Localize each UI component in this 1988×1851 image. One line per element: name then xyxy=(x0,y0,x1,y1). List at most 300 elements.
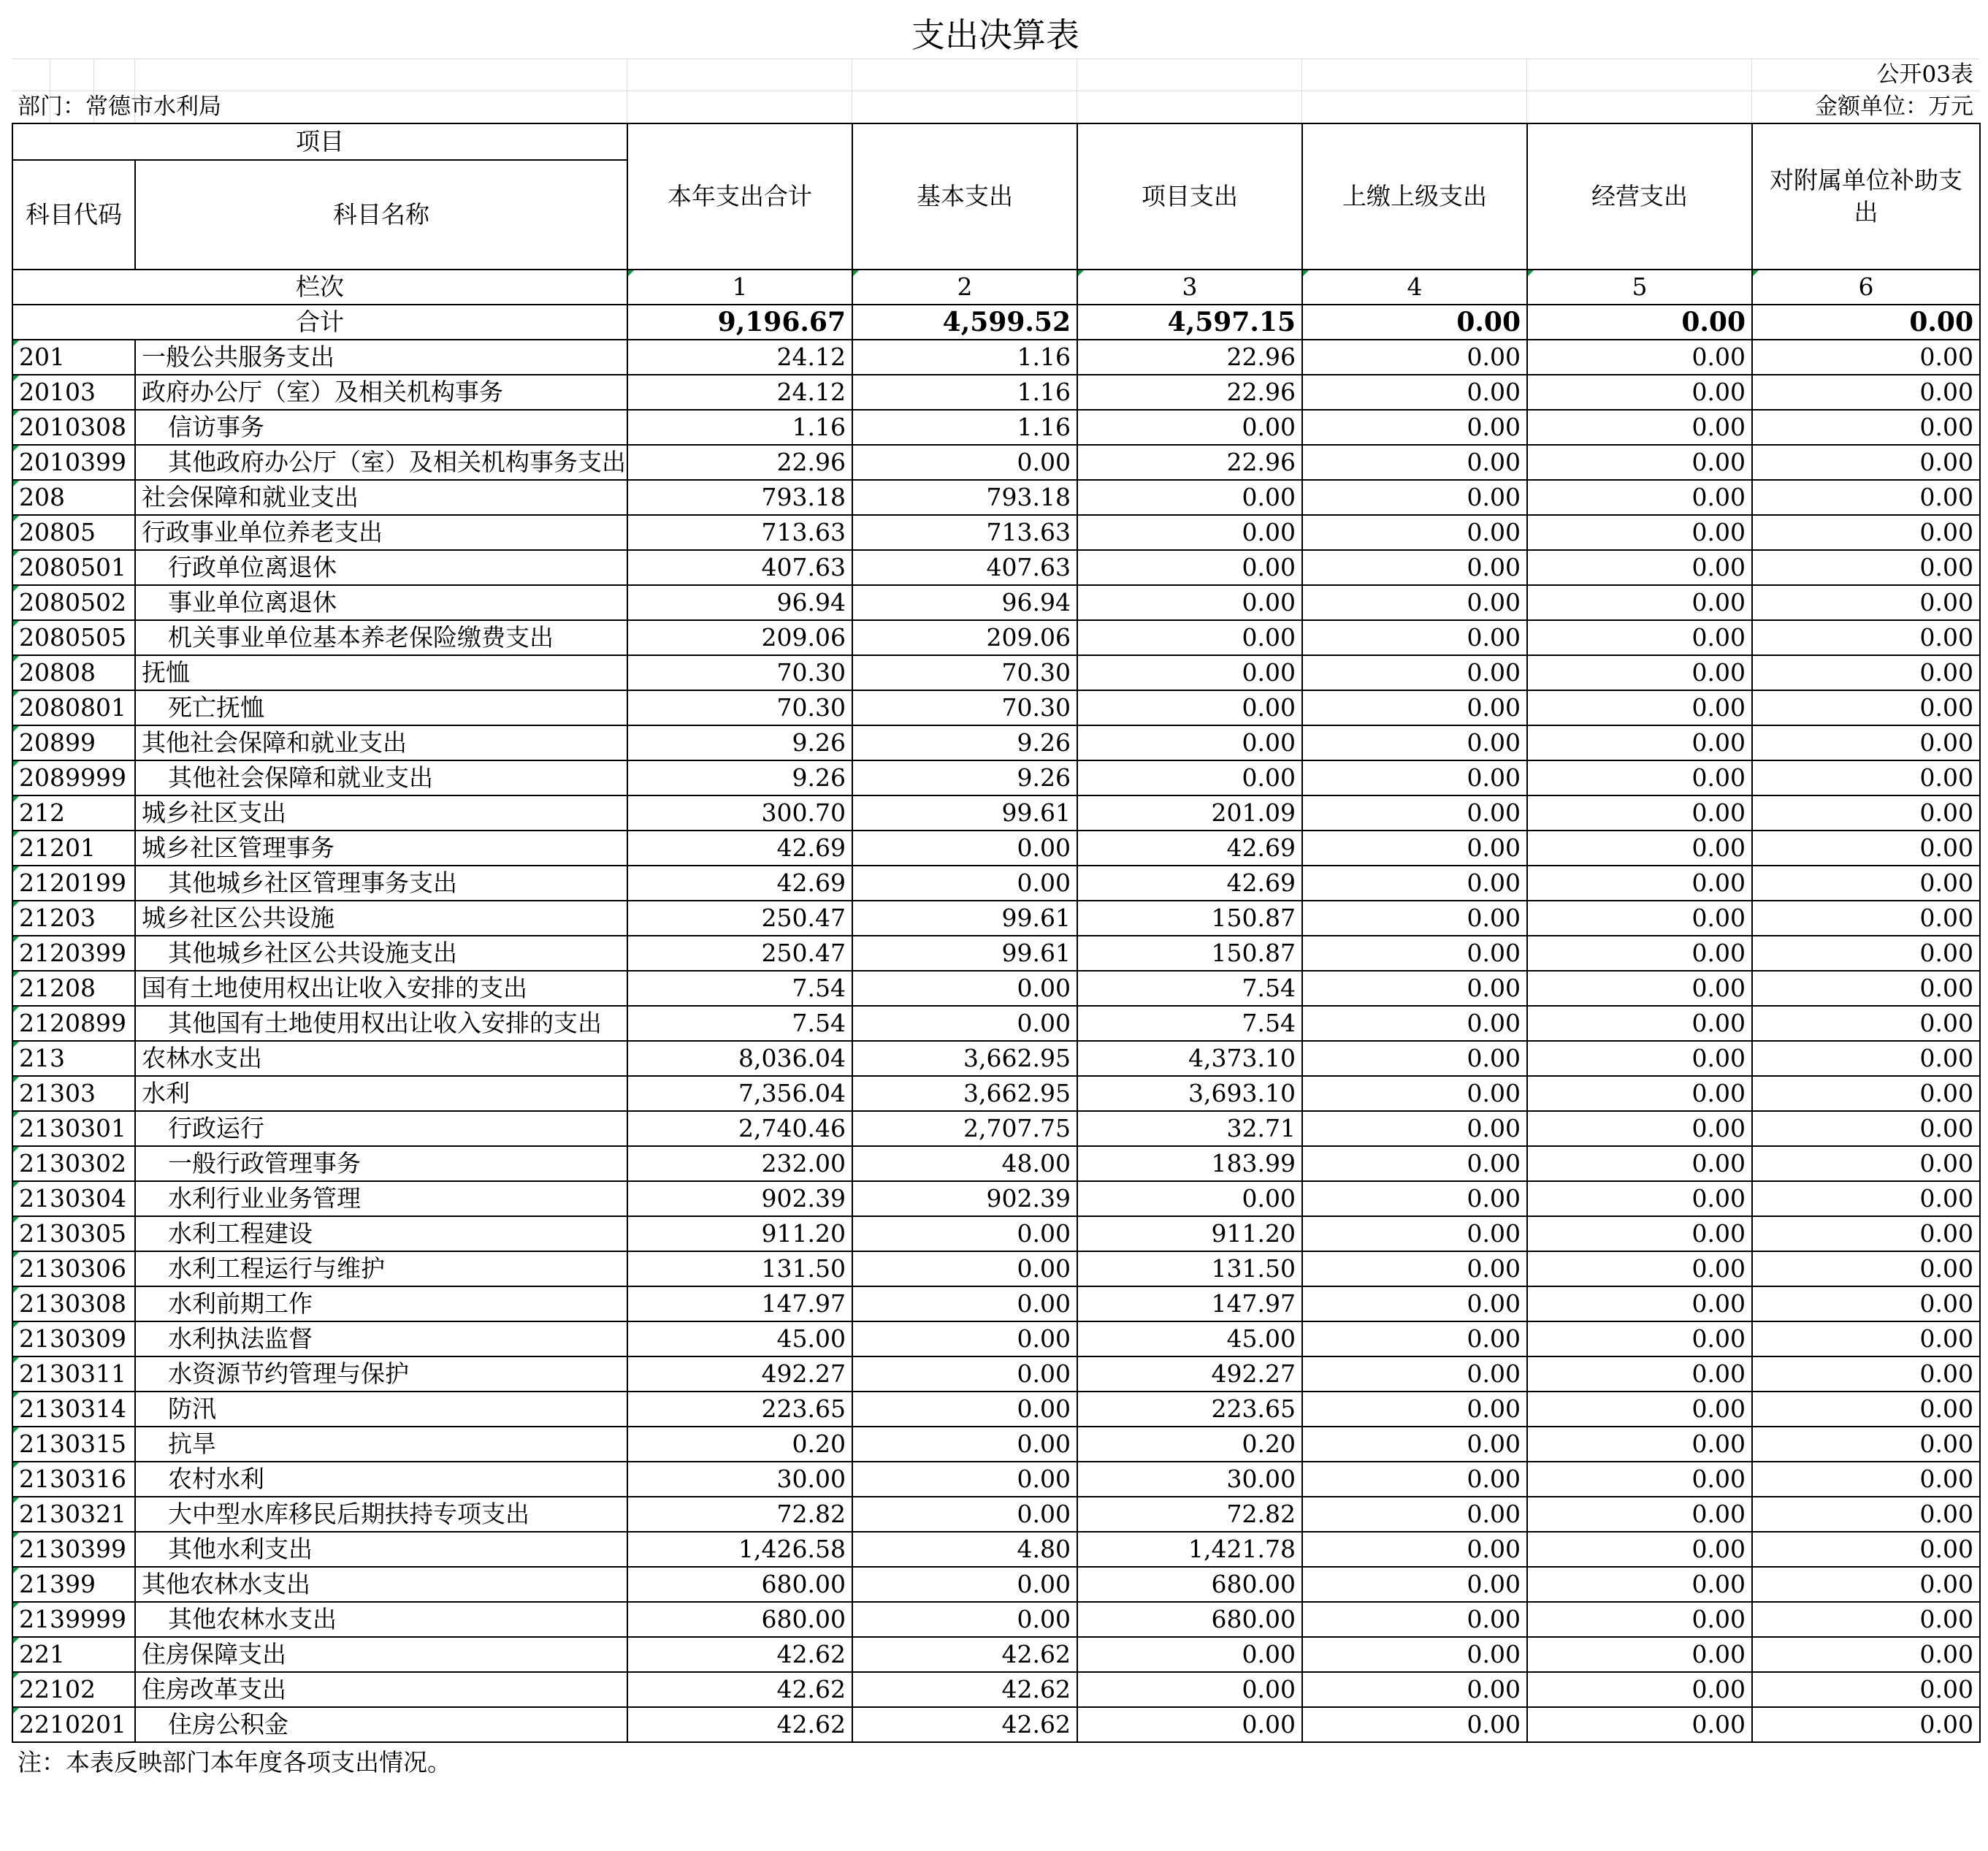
table-row xyxy=(12,1462,1980,1497)
amount-cell: 0.00 xyxy=(1527,1321,1752,1356)
table-row xyxy=(12,445,1980,480)
amount-cell: 0.00 xyxy=(1302,1321,1527,1356)
amount-cell: 0.00 xyxy=(1527,901,1752,936)
table-row xyxy=(12,1076,1980,1111)
amount-cell: 0.00 xyxy=(1077,550,1302,585)
amount-cell: 0.00 xyxy=(1752,1567,1980,1602)
amount-cell: 0.00 xyxy=(1752,1707,1980,1742)
table-row xyxy=(12,1427,1980,1462)
account-name: 行政单位离退休 xyxy=(135,550,627,585)
amount-cell: 0.00 xyxy=(1302,690,1527,725)
table-row xyxy=(12,340,1980,375)
account-name: 城乡社区公共设施 xyxy=(135,901,627,936)
account-code: 221 xyxy=(12,1637,135,1672)
amount-cell: 4,373.10 xyxy=(1077,1041,1302,1076)
account-name: 水利工程运行与维护 xyxy=(135,1251,627,1286)
amount-cell: 902.39 xyxy=(627,1181,852,1216)
amount-cell: 902.39 xyxy=(852,1181,1077,1216)
amount-cell: 70.30 xyxy=(627,690,852,725)
amount-cell: 0.00 xyxy=(1077,1672,1302,1707)
amount-cell: 0.00 xyxy=(1302,1146,1527,1181)
amount-cell: 0.00 xyxy=(1527,795,1752,831)
header-col-remit: 上缴上级支出 xyxy=(1302,123,1527,270)
table-row xyxy=(12,585,1980,620)
amount-cell: 250.47 xyxy=(627,901,852,936)
table-row xyxy=(12,1672,1980,1707)
footnote: 注：本表反映部门本年度各项支出情况。 xyxy=(18,1748,451,1776)
amount-cell: 0.00 xyxy=(1527,585,1752,620)
account-name: 大中型水库移民后期扶持专项支出 xyxy=(135,1497,627,1532)
header-col-business: 经营支出 xyxy=(1527,123,1752,270)
amount-cell: 22.96 xyxy=(1077,445,1302,480)
amount-cell: 0.00 xyxy=(1527,760,1752,795)
amount-cell: 0.00 xyxy=(1752,1181,1980,1216)
amount-cell: 0.00 xyxy=(1302,901,1527,936)
amount-cell: 407.63 xyxy=(852,550,1077,585)
amount-cell: 1.16 xyxy=(852,375,1077,410)
account-code: 2130309 xyxy=(12,1321,135,1356)
amount-cell: 0.00 xyxy=(1527,1462,1752,1497)
amount-cell: 4.80 xyxy=(852,1532,1077,1567)
amount-cell: 0.00 xyxy=(1752,1532,1980,1567)
account-name: 水资源节约管理与保护 xyxy=(135,1356,627,1392)
account-name: 住房改革支出 xyxy=(135,1672,627,1707)
amount-cell: 0.00 xyxy=(1527,1497,1752,1532)
account-code: 2120899 xyxy=(12,1006,135,1041)
amount-cell: 0.00 xyxy=(1302,655,1527,690)
account-name: 农林水支出 xyxy=(135,1041,627,1076)
column-number: 4 xyxy=(1302,270,1527,305)
header-code: 科目代码 xyxy=(12,160,135,270)
account-code: 21303 xyxy=(12,1076,135,1111)
account-name: 其他农林水支出 xyxy=(135,1602,627,1637)
amount-cell: 0.00 xyxy=(1302,445,1527,480)
table-row xyxy=(12,1216,1980,1251)
table-row xyxy=(12,1532,1980,1567)
amount-cell: 3,662.95 xyxy=(852,1041,1077,1076)
account-code: 21203 xyxy=(12,901,135,936)
amount-cell: 42.69 xyxy=(627,831,852,866)
amount-cell: 0.00 xyxy=(1302,936,1527,971)
amount-cell: 0.00 xyxy=(1752,1637,1980,1672)
amount-cell: 713.63 xyxy=(627,515,852,550)
amount-cell: 0.00 xyxy=(1527,1707,1752,1742)
account-name: 水利行业业务管理 xyxy=(135,1181,627,1216)
table-row xyxy=(12,1041,1980,1076)
amount-cell: 70.30 xyxy=(852,655,1077,690)
total-row xyxy=(12,305,1980,340)
amount-cell: 42.62 xyxy=(852,1637,1077,1672)
amount-cell: 24.12 xyxy=(627,340,852,375)
table-row xyxy=(12,1707,1980,1742)
amount-cell: 70.30 xyxy=(627,655,852,690)
amount-cell: 0.00 xyxy=(1752,1216,1980,1251)
account-code: 201 xyxy=(12,340,135,375)
amount-cell: 0.00 xyxy=(1302,1041,1527,1076)
amount-cell: 8,036.04 xyxy=(627,1041,852,1076)
amount-cell: 0.00 xyxy=(1527,480,1752,515)
table-row xyxy=(12,655,1980,690)
amount-cell: 0.00 xyxy=(1527,1602,1752,1637)
account-code: 2130308 xyxy=(12,1286,135,1321)
column-number: 5 xyxy=(1527,270,1752,305)
account-name: 防汛 xyxy=(135,1392,627,1427)
amount-cell: 0.00 xyxy=(1752,936,1980,971)
account-code: 2120399 xyxy=(12,936,135,971)
amount-cell: 0.00 xyxy=(1527,1532,1752,1567)
table-row xyxy=(12,1497,1980,1532)
table-row xyxy=(12,1251,1980,1286)
amount-cell: 99.61 xyxy=(852,795,1077,831)
account-code: 2130321 xyxy=(12,1497,135,1532)
account-code: 2080505 xyxy=(12,620,135,655)
account-code: 22102 xyxy=(12,1672,135,1707)
amount-cell: 0.00 xyxy=(1752,515,1980,550)
amount-cell: 0.00 xyxy=(1527,620,1752,655)
amount-cell: 0.00 xyxy=(1527,655,1752,690)
amount-cell: 0.00 xyxy=(1752,1076,1980,1111)
account-name: 其他农林水支出 xyxy=(135,1567,627,1602)
amount-cell: 793.18 xyxy=(852,480,1077,515)
table-row xyxy=(12,1006,1980,1041)
table-row xyxy=(12,1602,1980,1637)
amount-cell: 0.00 xyxy=(1527,1356,1752,1392)
amount-cell: 0.00 xyxy=(1077,725,1302,760)
header-col-subsidy: 对附属单位补助支出 xyxy=(1752,123,1980,270)
total-value: 4,597.15 xyxy=(1077,305,1302,340)
table-row xyxy=(12,410,1980,445)
amount-cell: 9.26 xyxy=(852,760,1077,795)
table-row xyxy=(12,1321,1980,1356)
column-row-label: 栏次 xyxy=(12,270,627,305)
amount-cell: 0.00 xyxy=(1302,971,1527,1006)
table-row xyxy=(12,1286,1980,1321)
department-row xyxy=(12,91,1979,123)
amount-cell: 0.00 xyxy=(1302,1602,1527,1637)
amount-cell: 131.50 xyxy=(1077,1251,1302,1286)
amount-cell: 32.71 xyxy=(1077,1111,1302,1146)
amount-cell: 209.06 xyxy=(627,620,852,655)
amount-cell: 0.00 xyxy=(852,1286,1077,1321)
table-row xyxy=(12,795,1980,831)
department-label: 部门：常德市水利局 xyxy=(18,93,221,120)
table-row xyxy=(12,725,1980,760)
account-code: 2010399 xyxy=(12,445,135,480)
table-row xyxy=(12,1356,1980,1392)
amount-cell: 0.00 xyxy=(1527,1181,1752,1216)
header-name: 科目名称 xyxy=(135,160,627,270)
amount-cell: 0.00 xyxy=(1077,480,1302,515)
account-code: 20103 xyxy=(12,375,135,410)
total-value: 0.00 xyxy=(1752,305,1980,340)
amount-cell: 1,421.78 xyxy=(1077,1532,1302,1567)
account-name: 机关事业单位基本养老保险缴费支出 xyxy=(135,620,627,655)
amount-cell: 96.94 xyxy=(852,585,1077,620)
table-row xyxy=(12,1567,1980,1602)
amount-cell: 0.00 xyxy=(852,1356,1077,1392)
amount-cell: 0.00 xyxy=(1752,760,1980,795)
table-row xyxy=(12,480,1980,515)
amount-cell: 0.00 xyxy=(1302,410,1527,445)
amount-cell: 0.00 xyxy=(1527,831,1752,866)
amount-cell: 0.00 xyxy=(1752,1321,1980,1356)
account-code: 2080502 xyxy=(12,585,135,620)
amount-cell: 7,356.04 xyxy=(627,1076,852,1111)
amount-cell: 0.00 xyxy=(1302,1251,1527,1286)
account-name: 一般公共服务支出 xyxy=(135,340,627,375)
amount-cell: 22.96 xyxy=(1077,340,1302,375)
amount-cell: 0.00 xyxy=(1752,655,1980,690)
amount-cell: 911.20 xyxy=(1077,1216,1302,1251)
column-number: 2 xyxy=(852,270,1077,305)
amount-cell: 72.82 xyxy=(627,1497,852,1532)
amount-cell: 0.00 xyxy=(1302,831,1527,866)
amount-cell: 300.70 xyxy=(627,795,852,831)
amount-cell: 0.00 xyxy=(1077,620,1302,655)
amount-cell: 0.00 xyxy=(1302,1462,1527,1497)
amount-cell: 1.16 xyxy=(627,410,852,445)
account-code: 21208 xyxy=(12,971,135,1006)
account-code: 2130315 xyxy=(12,1427,135,1462)
amount-cell: 0.00 xyxy=(1302,866,1527,901)
column-number: 6 xyxy=(1752,270,1980,305)
amount-cell: 0.00 xyxy=(852,445,1077,480)
account-name: 一般行政管理事务 xyxy=(135,1146,627,1181)
amount-cell: 42.62 xyxy=(627,1672,852,1707)
amount-cell: 0.00 xyxy=(1527,1041,1752,1076)
amount-cell: 0.00 xyxy=(1527,690,1752,725)
amount-cell: 0.00 xyxy=(1302,1076,1527,1111)
amount-cell: 492.27 xyxy=(627,1356,852,1392)
amount-cell: 147.97 xyxy=(1077,1286,1302,1321)
amount-cell: 232.00 xyxy=(627,1146,852,1181)
amount-cell: 0.00 xyxy=(852,1427,1077,1462)
amount-cell: 150.87 xyxy=(1077,901,1302,936)
amount-cell: 0.00 xyxy=(1752,795,1980,831)
account-code: 21399 xyxy=(12,1567,135,1602)
amount-cell: 0.00 xyxy=(1302,1567,1527,1602)
account-name: 水利前期工作 xyxy=(135,1286,627,1321)
header-col-basic: 基本支出 xyxy=(852,123,1077,270)
account-name: 国有土地使用权出让收入安排的支出 xyxy=(135,971,627,1006)
account-code: 2130399 xyxy=(12,1532,135,1567)
account-code: 2130314 xyxy=(12,1392,135,1427)
amount-cell: 0.00 xyxy=(1527,1392,1752,1427)
amount-cell: 2,707.75 xyxy=(852,1111,1077,1146)
amount-cell: 0.00 xyxy=(1752,690,1980,725)
amount-cell: 147.97 xyxy=(627,1286,852,1321)
account-name: 城乡社区支出 xyxy=(135,795,627,831)
unit-label: 金额单位：万元 xyxy=(1815,93,1973,120)
amount-cell: 30.00 xyxy=(627,1462,852,1497)
amount-cell: 0.00 xyxy=(852,1006,1077,1041)
amount-cell: 42.62 xyxy=(627,1637,852,1672)
amount-cell: 0.00 xyxy=(852,1462,1077,1497)
amount-cell: 209.06 xyxy=(852,620,1077,655)
amount-cell: 201.09 xyxy=(1077,795,1302,831)
amount-cell: 0.00 xyxy=(1077,690,1302,725)
amount-cell: 0.00 xyxy=(1302,585,1527,620)
account-name: 其他城乡社区管理事务支出 xyxy=(135,866,627,901)
amount-cell: 0.00 xyxy=(1752,901,1980,936)
amount-cell: 1.16 xyxy=(852,340,1077,375)
amount-cell: 42.69 xyxy=(1077,831,1302,866)
amount-cell: 99.61 xyxy=(852,936,1077,971)
amount-cell: 0.00 xyxy=(1302,1427,1527,1462)
total-label: 合计 xyxy=(12,305,627,340)
account-name: 水利工程建设 xyxy=(135,1216,627,1251)
amount-cell: 7.54 xyxy=(627,971,852,1006)
account-code: 2130311 xyxy=(12,1356,135,1392)
amount-cell: 42.62 xyxy=(627,1707,852,1742)
account-name: 其他政府办公厅（室）及相关机构事务支出 xyxy=(135,445,627,480)
amount-cell: 0.00 xyxy=(1302,1006,1527,1041)
account-code: 2010308 xyxy=(12,410,135,445)
account-name: 社会保障和就业支出 xyxy=(135,480,627,515)
amount-cell: 0.00 xyxy=(1527,1427,1752,1462)
account-name: 行政运行 xyxy=(135,1111,627,1146)
amount-cell: 0.00 xyxy=(1302,1286,1527,1321)
amount-cell: 30.00 xyxy=(1077,1462,1302,1497)
amount-cell: 0.00 xyxy=(1752,1356,1980,1392)
amount-cell: 0.00 xyxy=(1527,515,1752,550)
account-name: 政府办公厅（室）及相关机构事务 xyxy=(135,375,627,410)
account-code: 2210201 xyxy=(12,1707,135,1742)
amount-cell: 183.99 xyxy=(1077,1146,1302,1181)
amount-cell: 0.00 xyxy=(1527,1146,1752,1181)
amount-cell: 99.61 xyxy=(852,901,1077,936)
amount-cell: 0.00 xyxy=(852,866,1077,901)
amount-cell: 0.00 xyxy=(1752,971,1980,1006)
amount-cell: 0.00 xyxy=(1302,1707,1527,1742)
expenditure-table xyxy=(12,123,1981,1743)
amount-cell: 0.00 xyxy=(1302,1637,1527,1672)
amount-cell: 150.87 xyxy=(1077,936,1302,971)
amount-cell: 0.00 xyxy=(1302,550,1527,585)
amount-cell: 0.00 xyxy=(1752,340,1980,375)
expenditure-report-sheet xyxy=(12,12,1979,1844)
amount-cell: 0.00 xyxy=(1752,550,1980,585)
amount-cell: 0.00 xyxy=(1527,1076,1752,1111)
amount-cell: 0.00 xyxy=(1302,1181,1527,1216)
form-code: 公开03表 xyxy=(1876,61,1973,88)
amount-cell: 713.63 xyxy=(852,515,1077,550)
account-name: 事业单位离退休 xyxy=(135,585,627,620)
amount-cell: 0.00 xyxy=(1077,760,1302,795)
amount-cell: 0.00 xyxy=(1752,410,1980,445)
account-code: 2080501 xyxy=(12,550,135,585)
amount-cell: 911.20 xyxy=(627,1216,852,1251)
amount-cell: 0.00 xyxy=(1077,515,1302,550)
amount-cell: 3,662.95 xyxy=(852,1076,1077,1111)
table-row xyxy=(12,620,1980,655)
amount-cell: 0.00 xyxy=(1077,1181,1302,1216)
column-number: 1 xyxy=(627,270,852,305)
amount-cell: 0.00 xyxy=(1752,1251,1980,1286)
amount-cell: 0.00 xyxy=(1077,1707,1302,1742)
account-code: 2130301 xyxy=(12,1111,135,1146)
amount-cell: 24.12 xyxy=(627,375,852,410)
amount-cell: 9.26 xyxy=(852,725,1077,760)
amount-cell: 0.00 xyxy=(1752,1462,1980,1497)
amount-cell: 0.00 xyxy=(1527,1637,1752,1672)
amount-cell: 0.00 xyxy=(1302,620,1527,655)
amount-cell: 0.00 xyxy=(1752,866,1980,901)
amount-cell: 0.00 xyxy=(1752,1602,1980,1637)
account-code: 21201 xyxy=(12,831,135,866)
amount-cell: 0.00 xyxy=(852,1251,1077,1286)
account-name: 城乡社区管理事务 xyxy=(135,831,627,866)
column-number-row xyxy=(12,270,1980,305)
amount-cell: 0.00 xyxy=(1302,1497,1527,1532)
amount-cell: 0.00 xyxy=(1752,1146,1980,1181)
table-row xyxy=(12,1111,1980,1146)
amount-cell: 72.82 xyxy=(1077,1497,1302,1532)
total-value: 0.00 xyxy=(1527,305,1752,340)
amount-cell: 0.00 xyxy=(1077,410,1302,445)
amount-cell: 680.00 xyxy=(627,1602,852,1637)
amount-cell: 70.30 xyxy=(852,690,1077,725)
amount-cell: 0.00 xyxy=(1752,445,1980,480)
table-row xyxy=(12,1146,1980,1181)
amount-cell: 0.00 xyxy=(1077,1637,1302,1672)
table-row xyxy=(12,760,1980,795)
account-code: 2130304 xyxy=(12,1181,135,1216)
amount-cell: 0.00 xyxy=(1302,1392,1527,1427)
amount-cell: 0.00 xyxy=(1302,1356,1527,1392)
table-row xyxy=(12,866,1980,901)
amount-cell: 0.00 xyxy=(852,1216,1077,1251)
amount-cell: 0.00 xyxy=(1752,1286,1980,1321)
amount-cell: 0.00 xyxy=(1077,655,1302,690)
amount-cell: 22.96 xyxy=(1077,375,1302,410)
amount-cell: 0.00 xyxy=(852,1392,1077,1427)
amount-cell: 0.00 xyxy=(1527,340,1752,375)
header-col-project: 项目支出 xyxy=(1077,123,1302,270)
amount-cell: 45.00 xyxy=(627,1321,852,1356)
account-code: 2130316 xyxy=(12,1462,135,1497)
amount-cell: 0.00 xyxy=(852,1567,1077,1602)
amount-cell: 48.00 xyxy=(852,1146,1077,1181)
account-code: 2130306 xyxy=(12,1251,135,1286)
amount-cell: 7.54 xyxy=(1077,971,1302,1006)
amount-cell: 7.54 xyxy=(1077,1006,1302,1041)
account-name: 其他国有土地使用权出让收入安排的支出 xyxy=(135,1006,627,1041)
table-row xyxy=(12,971,1980,1006)
account-name: 水利执法监督 xyxy=(135,1321,627,1356)
amount-cell: 407.63 xyxy=(627,550,852,585)
amount-cell: 45.00 xyxy=(1077,1321,1302,1356)
amount-cell: 0.00 xyxy=(852,1321,1077,1356)
amount-cell: 0.00 xyxy=(852,971,1077,1006)
amount-cell: 680.00 xyxy=(1077,1567,1302,1602)
account-name: 行政事业单位养老支出 xyxy=(135,515,627,550)
amount-cell: 0.00 xyxy=(1302,1532,1527,1567)
account-name: 农村水利 xyxy=(135,1462,627,1497)
amount-cell: 0.00 xyxy=(1527,866,1752,901)
amount-cell: 0.00 xyxy=(1527,550,1752,585)
amount-cell: 9.26 xyxy=(627,760,852,795)
amount-cell: 2,740.46 xyxy=(627,1111,852,1146)
account-name: 死亡抚恤 xyxy=(135,690,627,725)
account-name: 其他城乡社区公共设施支出 xyxy=(135,936,627,971)
account-name: 住房公积金 xyxy=(135,1707,627,1742)
amount-cell: 0.00 xyxy=(1302,1111,1527,1146)
account-code: 20899 xyxy=(12,725,135,760)
amount-cell: 0.20 xyxy=(1077,1427,1302,1462)
column-number: 3 xyxy=(1077,270,1302,305)
amount-cell: 680.00 xyxy=(1077,1602,1302,1637)
